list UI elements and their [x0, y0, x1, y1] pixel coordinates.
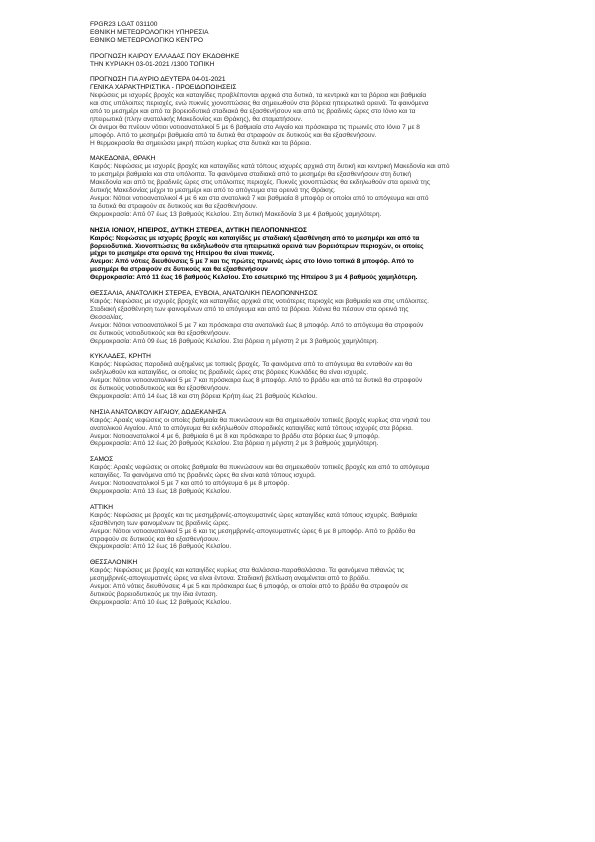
region-text-line: Καιρός: Νεφώσεις παροδικά αυξημένες με τοπικές βροχές. Τα φαινόμενα από το απόγευμα θα ενταθούν και θα — [90, 361, 413, 369]
region-text-line: Θερμοκρασία: Από 07 έως 13 βαθμούς Κελσίου. Στη δυτική Μακεδονία 3 με 4 βαθμούς χαμηλότερη. — [90, 210, 382, 218]
region-text-line: Θερμοκρασία: Από 14 έως 18 και στη βόρεια Κρήτη έως 21 βαθμούς Κελσίου. — [90, 392, 318, 400]
region-text-line: Ανεμοι: Νότιοι νοτιοανατολικοί 5 με 6 και τις μεσημβρινές-απογευματινές ώρες 6 με 8 μποφόρ. Από το βράδυ θα — [90, 527, 416, 535]
region-text-line: Καιρός: Αραιές νεφώσεις οι οποίες βαθμιαία θα πυκνώσουν και θα σημειωθούν τοπικές βροχές κυρίως στα νησιά του — [90, 416, 431, 424]
region-text-line: Θερμοκρασία: Από 12 έως 20 βαθμούς Κελσίου. Στα βόρεια η μέγιστη 2 με 3 βαθμούς χαμηλότερη. — [90, 440, 379, 448]
region-text-line: μέχρι το μεσημέρι στα ορεινά της Ηπείρου θα είναι πυκνές. — [90, 250, 275, 258]
region-text-line: Ανεμοι: Νότιοι νοτιοανατολικοί 4 με 6 και στα ανατολικά 7 και βαθμιαία 8 μποφόρ οι οποίοι από το απόγευμα και από — [90, 195, 429, 202]
issue-date: ΤΗΝ ΚΥΡΙΑΚΗ 03-01-2021 /1300 ΤΟΠΙΚΗ — [90, 60, 215, 68]
region-text-line: σε δυτικούς νοτιοδυτικούς και θα εξασθενήσουν. — [90, 385, 231, 393]
region-text-line: Μακεδονία και από τις βραδινές ώρες στις υπόλοιπες περιοχές. Πυκνές χιονοπτώσεις θα εκδηλωθούν στα ορεινά της — [90, 179, 430, 187]
general-body — [90, 92, 520, 147]
region-text-line: ανατολικού Αιγαίου. Από το απόγευμα θα εκδηλωθούν σποραδικές καταιγίδες κατά τόπους ισχυρές στα βόρεια. — [90, 424, 413, 432]
general-text-line: και στις υπόλοιπες περιοχές, ενώ πυκνές χιονοπτώσεις θα σημειωθούν στα βόρεια ηπειρωτικά ορεινά. Τα φαινόμενα — [90, 100, 429, 108]
region-text-line: Καιρός: Νεφώσεις με ισχυρές βροχές και καταιγίδες με σταδιακή εξασθένηση από το μεσημέρι και από τα — [90, 234, 420, 242]
region-text-line: τα δυτικά θα στραφούν σε δυτικούς και θα εξασθενήσουν. — [90, 202, 258, 210]
region-text-line: καταιγίδες. Τα φαινόμενα από τις βραδινές ώρες θα είναι κατά τόπους ισχυρά. — [90, 472, 316, 480]
region-section — [90, 227, 520, 282]
region-text-line: Καιρός: Νεφώσεις με ισχυρές βροχές και καταιγίδες αρχικά στις νοτιότερες περιοχές και βαθμιαία και στις υπόλοιπες. — [90, 297, 429, 305]
region-text-line: Θερμοκρασία: Από 13 έως 18 βαθμούς Κελσίου. — [90, 488, 232, 495]
region-text-line: μεσημβρινές-απογευματινές ώρες να είναι έντονα. Σταδιακή βελτίωση αναμένεται από το βράδυ. — [90, 575, 370, 583]
region-text-line: Καιρός: Νεφώσεις με ισχυρές βροχές και καταιγίδες κατά τόπους ισχυρές αρχικά στη δυτική και κεντρική Μακεδονία και από — [90, 163, 450, 171]
regional-sections — [90, 155, 520, 606]
region-section — [90, 456, 520, 496]
region-title: ΑΤΤΙΚΗ — [90, 503, 113, 511]
region-text-line: Καιρός: Νεφώσεις με βροχές και καταιγίδες κυρίως στα θαλάσσια-παραθαλάσσια. Τα φαινόμενα πιθανώς τις — [90, 567, 405, 575]
general-text-line: ηπειρωτικά (πλην ανατολικής Μακεδονίας και Θράκης), θα σταματήσουν. — [90, 115, 303, 123]
bulletin-code: FPGR23 LGAT 031100 — [90, 21, 158, 28]
region-text-line: Θερμοκρασία: Από 11 έως 16 βαθμούς Κελσίου. Στο εσωτερικό της Ηπείρου 3 με 4 βαθμούς χαμηλότερη. — [90, 274, 418, 282]
region-title: ΚΥΚΛΑΔΕΣ, ΚΡΗΤΗ — [90, 353, 151, 361]
region-text-line: βορειοδυτικά. Χιονοπτώσεις θα εκδηλωθούν στα ηπειρωτικά ορεινά των βορειότερων περιοχών, οι οποίες — [90, 242, 424, 250]
region-text-line: Καιρός: Νεφώσεις με βροχές και τις μεσημβρινές-απογευματινές ώρες καταιγίδες κατά τόπους ισχυρές. Βαθμιαία — [90, 511, 417, 519]
region-text-line: Σταδιακή εξασθένηση των φαινομένων από το απόγευμα και από τα βόρεια. Χιόνια θα πέσουν στα ορεινά της — [90, 305, 409, 313]
region-text-line: Ανεμοι: Νοτιοανατολικοί 5 με 7 και από το απόγευμα 6 με 8 μποφόρ. — [90, 480, 290, 488]
region-section — [90, 155, 520, 218]
region-text-line: Καιρός: Αραιές νεφώσεις οι οποίες βαθμιαία θα πυκνώσουν και θα σημειωθούν τοπικές βροχές και από το απόγευμα — [90, 464, 430, 472]
general-section — [90, 76, 520, 147]
region-text-line: Θερμοκρασία: Από 12 έως 16 βαθμούς Κελσίου. — [90, 543, 232, 551]
region-section — [90, 353, 520, 400]
region-text-line: δυτικής Μακεδονίας μέχρι το μεσημέρι και από το απόγευμα στα ορεινά της Θράκης. — [90, 187, 336, 195]
region-text-line: εξασθένηση των φαινομένων τις βραδινές ώρες. — [90, 519, 231, 527]
general-title: ΓΕΝΙΚΑ ΧΑΡΑΚΤΗΡΙΣΤΙΚΑ - ΠΡΟΕΙΔΟΠΟΙΗΣΕΙΣ — [90, 84, 237, 92]
region-title: ΘΕΣΣΑΛΙΑ, ΑΝΑΤΟΛΙΚΗ ΣΤΕΡΕΑ, ΕΥΒΟΙΑ, ΑΝΑΤΟΛΙΚΗ ΠΕΛΟΠΟΝΝΗΣΟΣ — [90, 290, 318, 298]
general-text-line: Η θερμοκρασία θα σημειώσει μικρή πτώση κυρίως στα δυτικά και τα βόρεια. — [90, 139, 312, 147]
forecast-date-line: ΠΡΟΓΝΩΣΗ ΓΙΑ ΑΥΡΙΟ ΔΕΥΤΕΡΑ 04-01-2021 — [90, 76, 226, 84]
forecast-document — [90, 21, 520, 607]
region-text-line: Ανεμοι: Από νότιες διευθύνσεις 4 με 5 και πρόσκαιρα έως 6 μποφόρ, οι οποίοι από το βράδυ θα στραφούν σε — [90, 583, 409, 591]
region-text-line: Θεσσαλίας. — [90, 313, 124, 321]
region-text-line: Ανεμοι: Νότιοι νοτιοανατολικοί 5 με 7 και πρόσκαιρα έως 8 μποφόρ. Από το βράδυ και από τα δυτικά θα στραφούν — [90, 377, 423, 385]
centre-name: ΕΘΝΙΚΟ ΜΕΤΕΩΡΟΛΟΓΙΚΟ ΚΕΝΤΡΟ — [90, 36, 204, 44]
region-text-line: Θερμοκρασία: Από 10 έως 12 βαθμούς Κελσίου. — [90, 598, 232, 606]
service-name: ΕΘΝΙΚΗ ΜΕΤΕΩΡΟΛΟΓΙΚΗ ΥΠΗΡΕΣΙΑ — [90, 28, 209, 36]
region-text-line: το μεσημέρι βαθμιαία και στα υπόλοιπα. Τα φαινόμενα σταδιακά από το μεσημέρι θα εξασθενήσουν στη δυτική — [90, 171, 412, 179]
forecast-title: ΠΡΟΓΝΩΣΗ ΚΑΙΡΟΥ ΕΛΛΑΔΑΣ ΠΟΥ ΕΚΔΟΘΗΚΕ — [90, 52, 240, 60]
region-text-line: Ανεμοι: Από νότιες διευθύνσεις 5 με 7 και τις πρώτες πρωινές ώρες στο Ιόνιο τοπικά 8 μποφόρ. Από το — [90, 258, 414, 266]
region-section — [90, 409, 520, 449]
region-text-line: Ανεμοι: Νοτιοανατολικοί 4 με 6, βαθμιαία 6 με 8 και πρόσκαιρα το βράδυ στα βόρεια έως 9 μποφόρ. — [90, 432, 380, 440]
region-text-line: στραφούν σε δυτικούς και θα εξασθενήσουν. — [90, 535, 220, 543]
general-text-line: από το μεσημέρι και από τα βορειοδυτικά σταδιακά θα εξασθενήσουν και από τις βραδινές ώρες στο Ιόνιο και τα — [90, 107, 416, 115]
region-text-line: εκδηλωθούν και καταιγίδες, οι οποίες τις βραδινές ώρες στις βόρειες Κυκλάδες θα είναι ισχυρές. — [90, 369, 369, 377]
region-text-line: Ανεμοι: Νότιοι νοτιοανατολικοί 5 με 7 και πρόσκαιρα στα ανατολικά έως 8 μποφόρ. Από το απόγευμα θα στραφούν — [90, 321, 424, 329]
region-text-line: σε δυτικούς νοτιοδυτικούς και θα εξασθενήσουν. — [90, 329, 231, 337]
general-text-line: Νεφώσεις με ισχυρές βροχές και καταιγίδες προβλέπονται αρχικά στα δυτικά, τα κεντρικά και τα βόρεια και βαθμιαία — [90, 92, 427, 100]
region-text-line: δυτικούς βορειοδυτικούς με την ίδια ένταση. — [90, 590, 218, 598]
region-section — [90, 504, 520, 551]
region-title: ΜΑΚΕΔΟΝΙΑ, ΘΡΑΚΗ — [90, 155, 156, 163]
general-text-line: Οι άνεμοι θα πνέουν νότιοι νοτιοανατολικοί 5 με 6 βαθμιαία στο Αιγαίο και πρόσκαιρα τις πρωινές στο Ιόνιο 7 με 8 — [90, 123, 420, 131]
region-title: ΝΗΣΙΑ ΑΝΑΤΟΛΙΚΟΥ ΑΙΓΑΙΟΥ, ΔΩΔΕΚΑΝΗΣΑ — [90, 408, 227, 416]
document-header — [90, 21, 520, 45]
region-section — [90, 290, 520, 345]
region-title: ΘΕΣΣΑΛΟΝΙΚΗ — [90, 559, 138, 567]
region-title: ΝΗΣΙΑ ΙΟΝΙΟΥ, ΗΠΕΙΡΟΣ, ΔΥΤΙΚΗ ΣΤΕΡΕΑ, ΔΥΤΙΚΗ ΠΕΛΟΠΟΝΝΗΣΟΣ — [90, 226, 307, 234]
issue-block — [90, 53, 520, 69]
region-section — [90, 559, 520, 606]
region-title: ΣΑΜΟΣ — [90, 456, 114, 464]
region-text-line: μεσημέρι θα στραφούν σε δυτικούς και θα εξασθενήσουν — [90, 266, 268, 274]
region-text-line: Θερμοκρασία: Από 09 έως 16 βαθμούς Κελσίου. Στα βόρεια η μέγιστη 2 με 3 βαθμούς χαμηλότερη. — [90, 337, 379, 345]
general-text-line: μποφόρ. Από το μεσημέρι βαθμιαία από τα δυτικά θα στραφούν σε δυτικούς και θα εξασθενήσουν. — [90, 131, 377, 139]
